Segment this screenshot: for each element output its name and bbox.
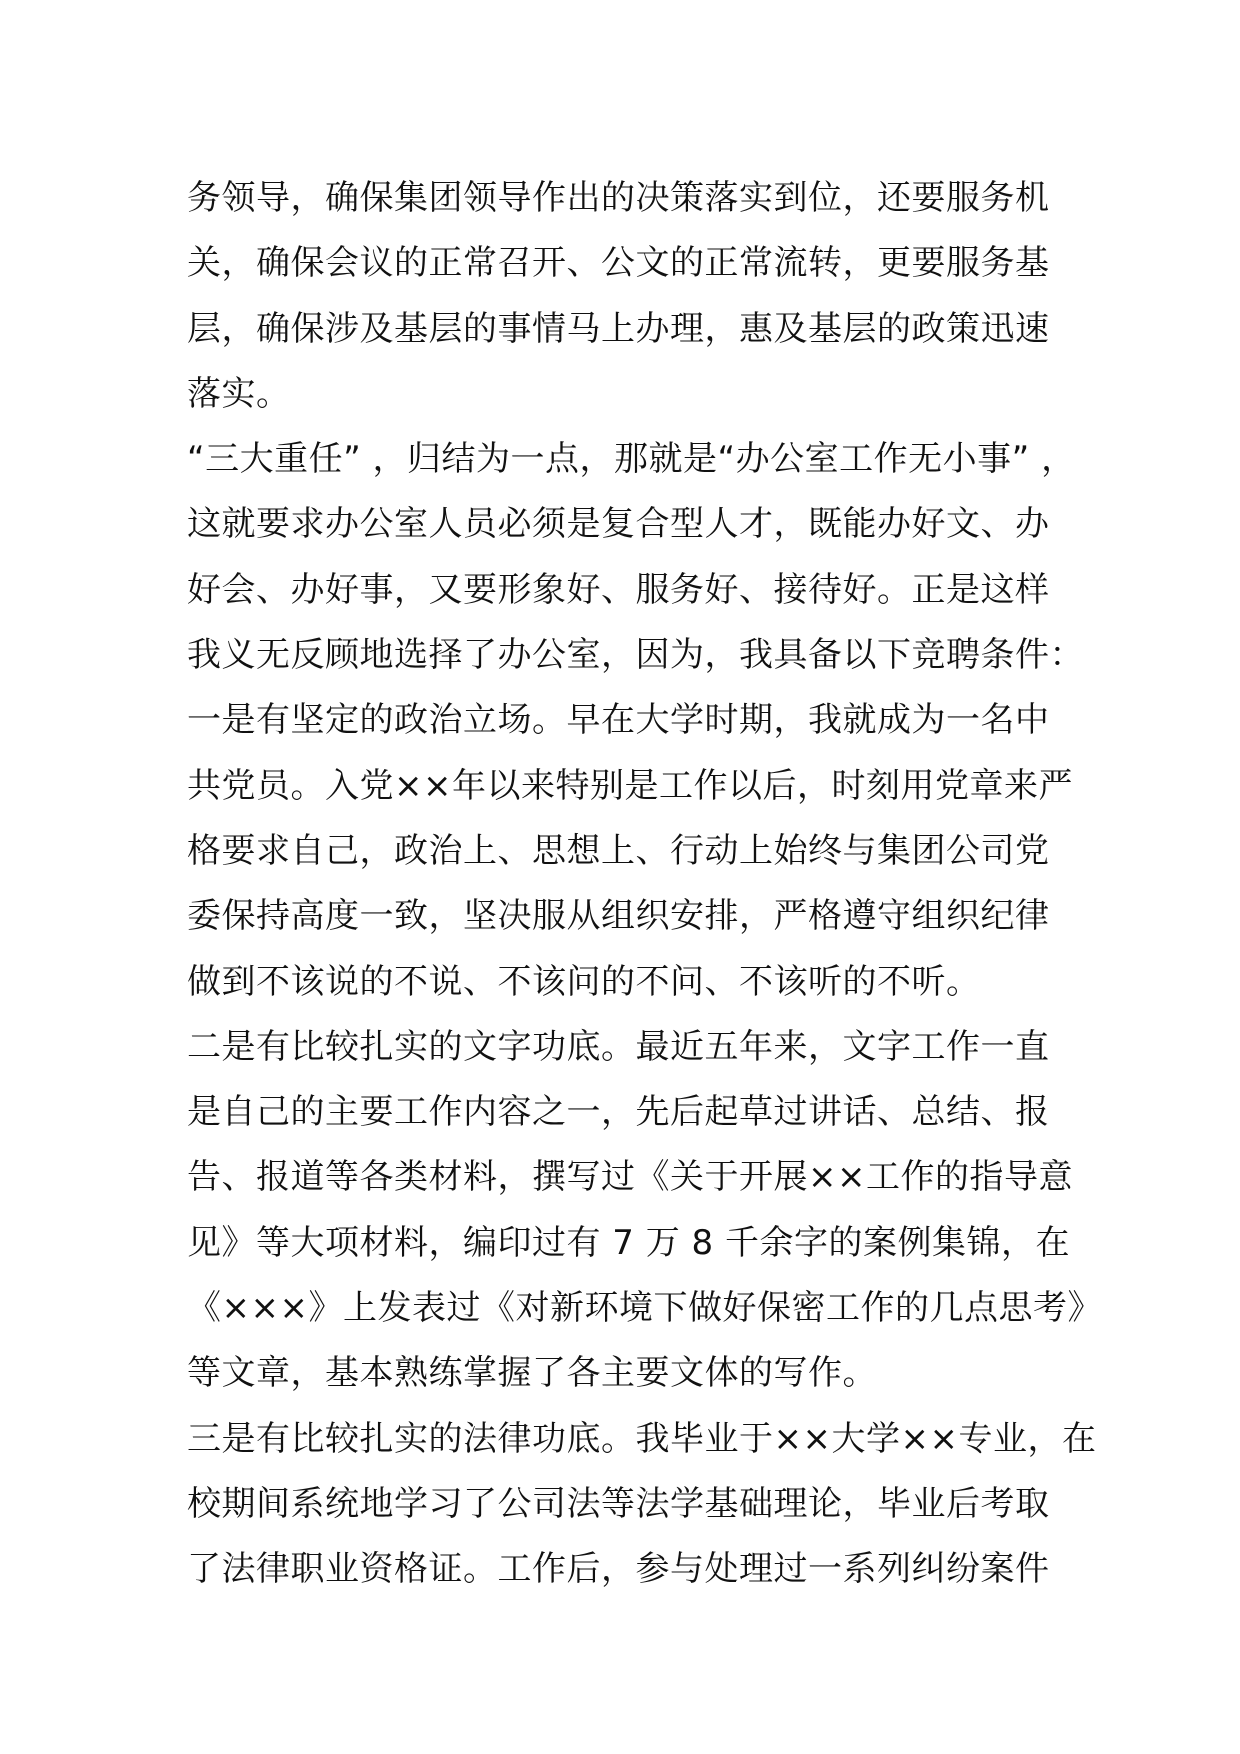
text-line: 我义无反顾地选择了办公室，因为，我具备以下竞聘条件： — [187, 635, 1084, 676]
text-line: 三是有比较扎实的法律功底。我毕业于××大学××专业，在 — [187, 1418, 1097, 1459]
text-line: 二是有比较扎实的文字功底。最近五年来，文字工作一直 — [187, 1026, 1050, 1067]
text-line: 校期间系统地学习了公司法等法学基础理论，毕业后考取 — [187, 1483, 1050, 1524]
text-line: 好会、办好事，又要形象好、服务好、接待好。正是这样 — [187, 569, 1050, 610]
text-line: 了法律职业资格证。工作后，参与处理过一系列纠纷案件 — [187, 1549, 1050, 1590]
text-line: 这就要求办公室人员必须是复合型人才，既能办好文、办 — [187, 504, 1050, 545]
text-line: 落实。 — [187, 373, 291, 414]
text-line: 格要求自己，政治上、思想上、行动上始终与集团公司党 — [187, 830, 1050, 871]
text-line: 共党员。入党××年以来特别是工作以后，时刻用党章来严 — [187, 765, 1073, 806]
text-line: “三大重任” ，归结为一点，那就是“办公室工作无小事” ， — [187, 439, 1076, 480]
text-line: 告、报道等各类材料，撰写过《关于开展××工作的指导意 — [187, 1157, 1073, 1198]
text-line: 是自己的主要工作内容之一，先后起草过讲话、总结、报 — [187, 1092, 1050, 1133]
text-line: 做到不该说的不说、不该问的不问、不该听的不听。 — [187, 961, 981, 1002]
text-line: 等文章，基本熟练掌握了各主要文体的写作。 — [187, 1353, 877, 1394]
text-line: 委保持高度一致，坚决服从组织安排，严格遵守组织纪律 — [187, 896, 1050, 937]
text-line: 务领导，确保集团领导作出的决策落实到位，还要服务机 — [187, 178, 1050, 218]
text-line: 见》等大项材料，编印过有 7 万 8 千余字的案例集锦，在 — [187, 1222, 1070, 1263]
text-line: 《×××》上发表过《对新环境下做好保密工作的几点思考》 — [187, 1288, 1102, 1329]
text-line: 层，确保涉及基层的事情马上办理，惠及基层的政策迅速 — [187, 308, 1050, 349]
body-text — [187, 166, 1102, 1603]
text-line: 一是有坚定的政治立场。早在大学时期，我就成为一名中 — [187, 700, 1050, 741]
text-line: 关，确保会议的正常召开、公文的正常流转，更要服务基 — [187, 243, 1050, 284]
